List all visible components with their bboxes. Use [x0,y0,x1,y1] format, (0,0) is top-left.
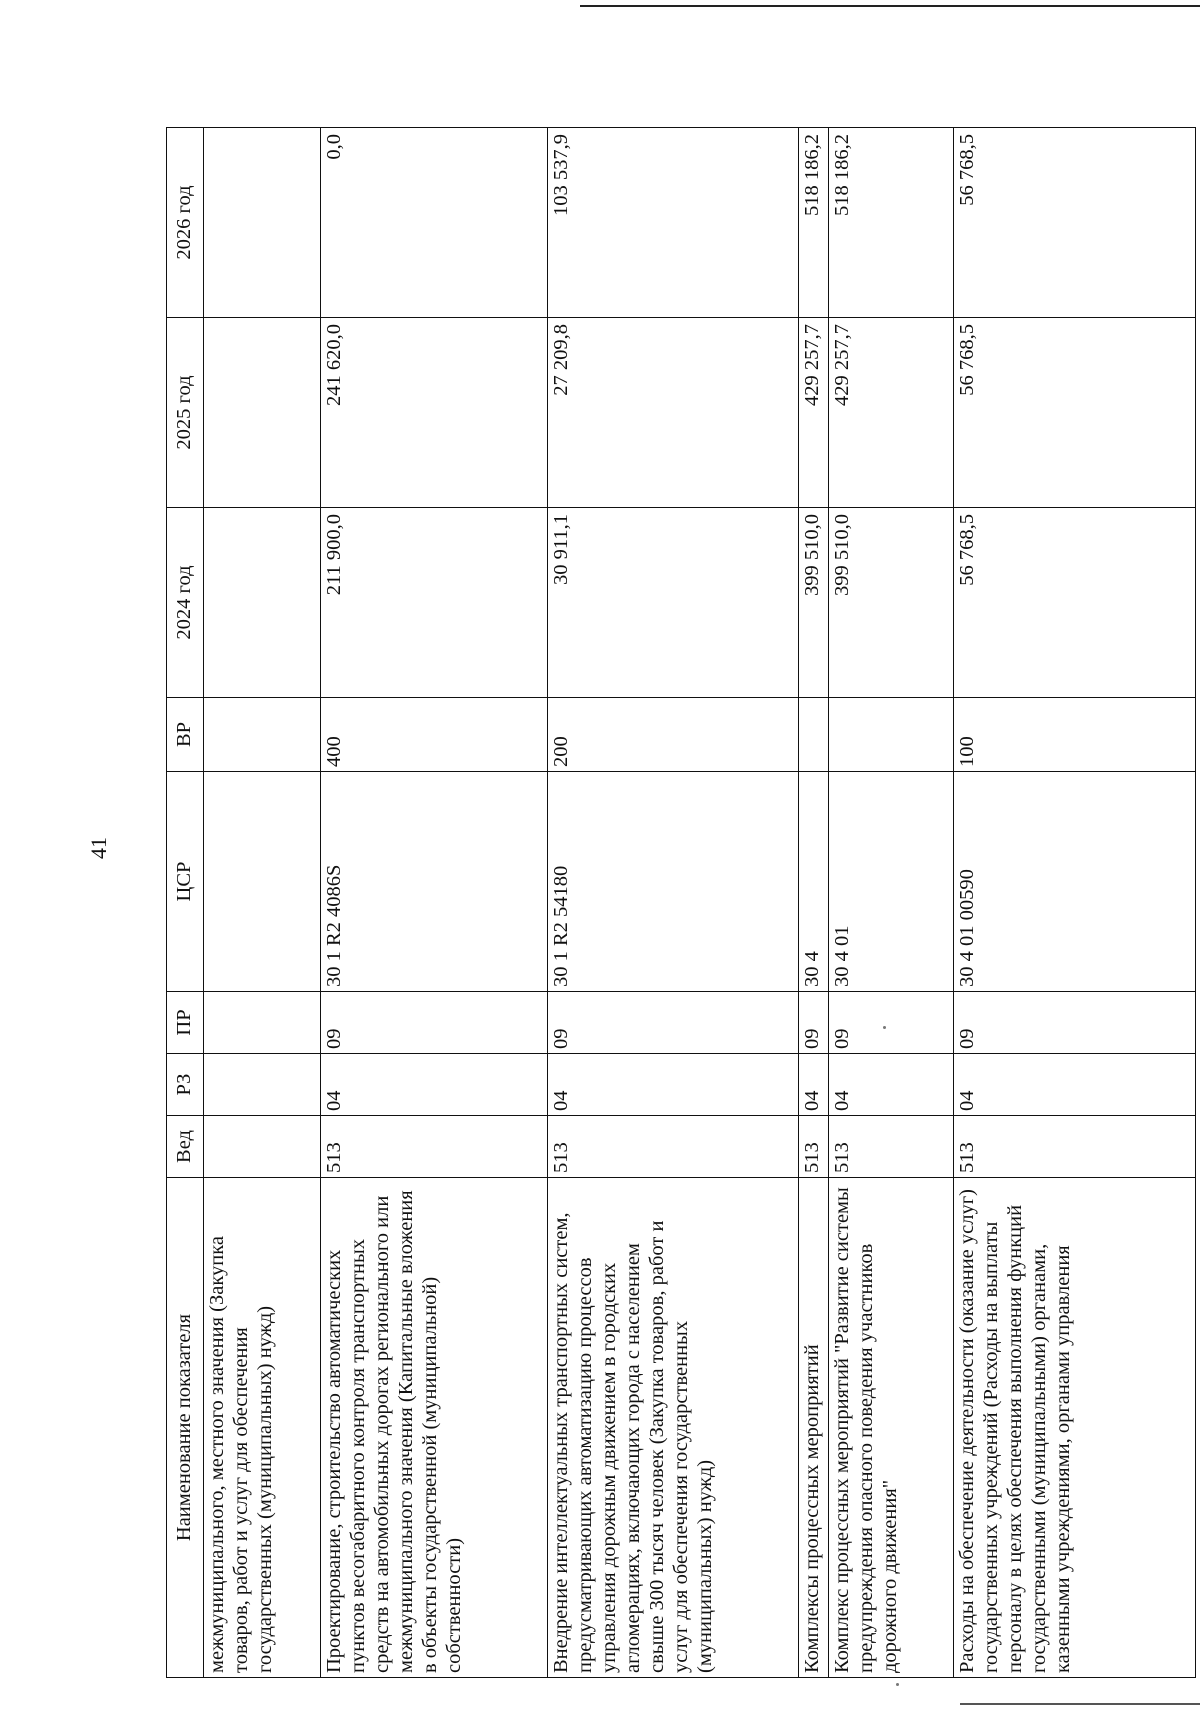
row-csr: 30 1 R2 54180 [548,772,798,992]
table-row [548,128,798,1678]
row-name: Комплекс процессных мероприятий "Развитие системы предупреждения опасного поведения участников дорожного движения" [828,1178,953,1678]
row-2026: 0,0 [320,128,547,318]
row-2024: 56 768,5 [953,508,1195,698]
row-2024: 30 911,1 [548,508,798,698]
header-csr: ЦСР [167,772,204,992]
row-2025: 429 257,7 [828,318,953,508]
row-pr: 09 [798,992,828,1054]
row-2025: 56 768,5 [953,318,1195,508]
table-header-row [167,128,204,1678]
table-row [828,128,953,1678]
row-2026 [203,128,320,318]
row-name: Проектирование, строительство автоматических пунктов весогабаритного контроля транспортных средств на автомобильных дорогах регионального или межмуниципального значения (Капитальные вложения в объекты государственной (муниципальной) собственности) [320,1178,547,1678]
row-ved: 513 [798,1116,828,1178]
top-edge-rule [580,5,1200,7]
row-ved: 513 [828,1116,953,1178]
row-rz: 04 [798,1054,828,1116]
bottom-edge-rule [960,1703,1200,1705]
row-2024: 399 510,0 [828,508,953,698]
header-vr: ВР [167,698,204,772]
header-2024: 2024 год [167,508,204,698]
row-ved: 513 [548,1116,798,1178]
row-rz: 04 [828,1054,953,1116]
row-2026: 56 768,5 [953,128,1195,318]
page-number: 41 [86,837,111,859]
rotated-table-container [166,128,1196,1678]
header-name: Наименование показателя [167,1178,204,1678]
header-2025: 2025 год [167,318,204,508]
row-vr: 100 [953,698,1195,772]
table-row [320,128,547,1678]
table-row [953,128,1195,1678]
row-csr: 30 4 [798,772,828,992]
row-csr [203,772,320,992]
header-rz: РЗ [167,1054,204,1116]
budget-table [166,127,1196,1678]
row-vr [798,698,828,772]
row-2026: 518 186,2 [798,128,828,318]
row-name: Внедрение интеллектуальных транспортных систем, предусматривающих автоматизацию процессов управления дорожным движением в городских агломерациях, включающих города с населением свыше 300 тысяч человек (Закупка товаров, работ и услуг для обеспечения государственных (муниципальных) нужд) [548,1178,798,1678]
row-rz [203,1054,320,1116]
row-2026: 103 537,9 [548,128,798,318]
scan-speck [883,1026,886,1029]
row-2026: 518 186,2 [828,128,953,318]
row-vr [203,698,320,772]
header-ved: Вед [167,1116,204,1178]
row-ved: 513 [320,1116,547,1178]
row-rz: 04 [548,1054,798,1116]
row-csr: 30 4 01 [828,772,953,992]
row-pr: 09 [953,992,1195,1054]
row-2025 [203,318,320,508]
row-2024 [203,508,320,698]
row-pr: 09 [828,992,953,1054]
row-rz: 04 [320,1054,547,1116]
row-2025: 241 620,0 [320,318,547,508]
row-vr: 400 [320,698,547,772]
row-vr: 200 [548,698,798,772]
row-2024: 399 510,0 [798,508,828,698]
scan-speck [896,1683,899,1686]
row-pr: 09 [320,992,547,1054]
row-ved [203,1116,320,1178]
row-pr [203,992,320,1054]
row-ved: 513 [953,1116,1195,1178]
row-csr: 30 4 01 00590 [953,772,1195,992]
header-2026: 2026 год [167,128,204,318]
row-2024: 211 900,0 [320,508,547,698]
row-csr: 30 1 R2 4086S [320,772,547,992]
row-name: Расходы на обеспечение деятельности (оказание услуг) государственных учреждений (Расходы на выплаты персоналу в целях обеспечения выполнения функций государственными (муниципальными) органами, казенными учреждениями, органами управления [953,1178,1195,1678]
table-row [798,128,828,1678]
row-vr [828,698,953,772]
table-row [203,128,320,1678]
row-name: межмуниципального, местного значения (Закупка товаров, работ и услуг для обеспечения государственных (муниципальных) нужд) [203,1178,320,1678]
header-pr: ПР [167,992,204,1054]
row-rz: 04 [953,1054,1195,1116]
row-2025: 429 257,7 [798,318,828,508]
row-2025: 27 209,8 [548,318,798,508]
row-pr: 09 [548,992,798,1054]
row-name: Комплексы процессных мероприятий [798,1178,828,1678]
